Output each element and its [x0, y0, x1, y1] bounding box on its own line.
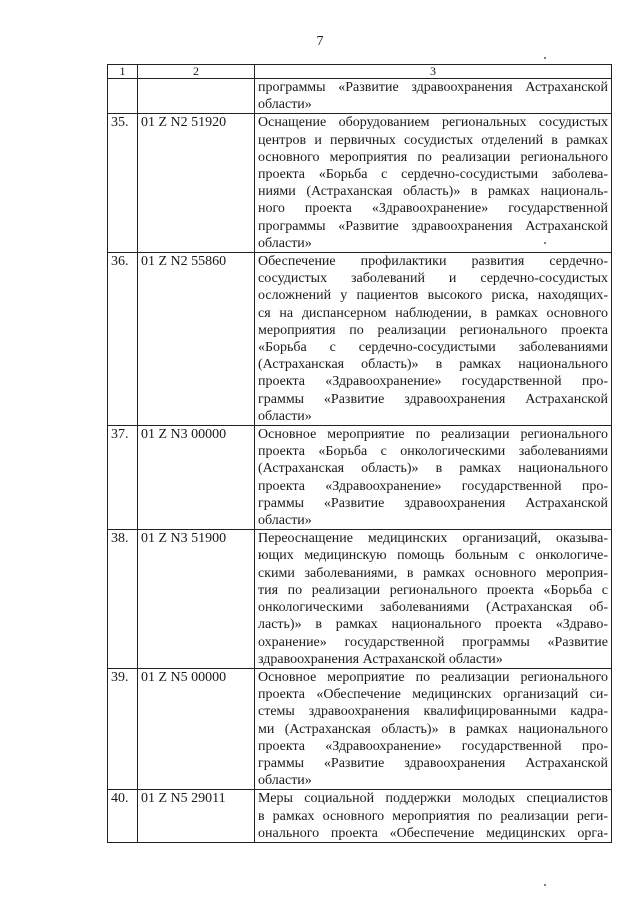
table-row	[108, 114, 612, 253]
description-line: в рамках основного мероприятия по реализации реги-	[258, 808, 608, 824]
table-row	[108, 668, 612, 789]
budget-classification-table	[107, 64, 612, 843]
description-line: Обеспечение профилактики развития сердечно-	[258, 254, 608, 270]
description-line: области»	[258, 235, 312, 251]
description-line: (Астраханская область)» в рамках национального	[258, 461, 608, 477]
description-line: мероприятия по реализации регионального проекта	[258, 322, 608, 338]
description-line: проекта «Обеспечение медицинских организаций си-	[258, 687, 608, 703]
description-line: осложнений у пациентов высокого риска, находящих-	[258, 288, 608, 304]
description-line: граммы «Развитие здравоохранения Астраханской	[258, 391, 608, 407]
header-col-1: 1	[108, 65, 138, 79]
description-line: Основное мероприятие по реализации регионального	[258, 427, 608, 443]
table-header-row	[108, 65, 612, 79]
code-cell	[138, 79, 255, 114]
code-cell: 01 Z N2 55860	[138, 253, 255, 426]
description-line: ми (Астраханская область)» в рамках национального	[258, 721, 608, 737]
row-number-cell: 40.	[108, 790, 138, 843]
description-line: программы «Развитие здравоохранения Астраханской	[258, 218, 608, 234]
description-line: (Астраханская область)» в рамках национального	[258, 357, 608, 373]
scan-speck	[544, 884, 546, 886]
description-cell	[255, 79, 612, 114]
row-number-cell: 38.	[108, 530, 138, 669]
description-line: области»	[258, 408, 312, 424]
description-line: проекта «Здравоохранение» государственной про-	[258, 738, 608, 754]
row-number-cell: 37.	[108, 426, 138, 530]
description-line: ласть)» в рамках национального проекта «Здраво-	[258, 617, 608, 633]
description-cell	[255, 668, 612, 789]
description-line: ющих медицинскую помощь больным с онкологиче-	[258, 548, 608, 564]
description-line: сосудистых заболеваний и сердечно-сосудистых	[258, 271, 608, 287]
continuation-row	[108, 79, 612, 114]
row-number-cell: 36.	[108, 253, 138, 426]
header-col-2: 2	[138, 65, 255, 79]
code-cell: 01 Z N3 00000	[138, 426, 255, 530]
description-line: стемы здравоохранения квалифицированными кадра-	[258, 704, 608, 720]
description-line: граммы «Развитие здравоохранения Астраханской	[258, 755, 608, 771]
description-line: охранение» государственной программы «Развитие	[258, 634, 608, 650]
description-line: проекта «Здравоохранение» государственной про-	[258, 374, 608, 390]
description-line: центров и первичных сосудистых отделений в рамках	[258, 132, 608, 148]
description-cell	[255, 790, 612, 843]
description-line: области»	[258, 97, 312, 113]
description-line: проекта «Борьба с онкологическими заболеваниями	[258, 444, 608, 460]
code-cell: 01 Z N3 51900	[138, 530, 255, 669]
description-line: тия по реализации регионального проекта «Борьба с	[258, 582, 608, 598]
row-number-cell: 39.	[108, 668, 138, 789]
code-cell: 01 Z N2 51920	[138, 114, 255, 253]
table-row	[108, 253, 612, 426]
description-line: скими заболеваниями, в рамках основного мероприя-	[258, 565, 608, 581]
description-line: Основное мероприятие по реализации регионального	[258, 669, 608, 685]
description-line: онкологическими заболеваниями (Астраханская об-	[258, 600, 608, 616]
description-line: ного проекта «Здравоохранение» государственной	[258, 201, 608, 217]
description-cell	[255, 253, 612, 426]
description-line: граммы «Развитие здравоохранения Астраханской	[258, 495, 608, 511]
description-line: Оснащение оборудованием региональных сосудистых	[258, 115, 608, 131]
page-number: 7	[316, 34, 324, 49]
description-line: программы «Развитие здравоохранения Астраханской	[258, 80, 608, 95]
description-line: основного мероприятия по реализации регионального	[258, 149, 608, 165]
header-col-3: 3	[255, 65, 612, 79]
description-line: онального проекта «Обеспечение медицинских орга-	[258, 825, 608, 841]
description-line: ся на диспансерном наблюдении, в рамках основного	[258, 305, 608, 321]
code-cell: 01 Z N5 00000	[138, 668, 255, 789]
row-number-cell	[108, 79, 138, 114]
row-number-cell: 35.	[108, 114, 138, 253]
description-line: Переоснащение медицинских организаций, оказыва-	[258, 531, 608, 547]
table-row	[108, 426, 612, 530]
description-cell	[255, 114, 612, 253]
description-line: Меры социальной поддержки молодых специалистов	[258, 791, 608, 807]
description-line: проекта «Здравоохранение» государственной про-	[258, 478, 608, 494]
description-line: ниями (Астраханская область)» в рамках националь-	[258, 184, 608, 200]
description-line: здравоохранения Астраханской области»	[258, 651, 503, 667]
code-cell: 01 Z N5 29011	[138, 790, 255, 843]
description-line: области»	[258, 513, 312, 529]
table-row	[108, 530, 612, 669]
table-row	[108, 790, 612, 843]
description-line: проекта «Борьба с сердечно-сосудистыми заболева-	[258, 167, 608, 183]
description-cell	[255, 426, 612, 530]
description-line: «Борьба с сердечно-сосудистыми заболеваниями	[258, 340, 608, 356]
description-cell	[255, 530, 612, 669]
scan-speck	[544, 57, 546, 59]
scan-speck	[544, 242, 546, 244]
description-line: области»	[258, 773, 312, 789]
